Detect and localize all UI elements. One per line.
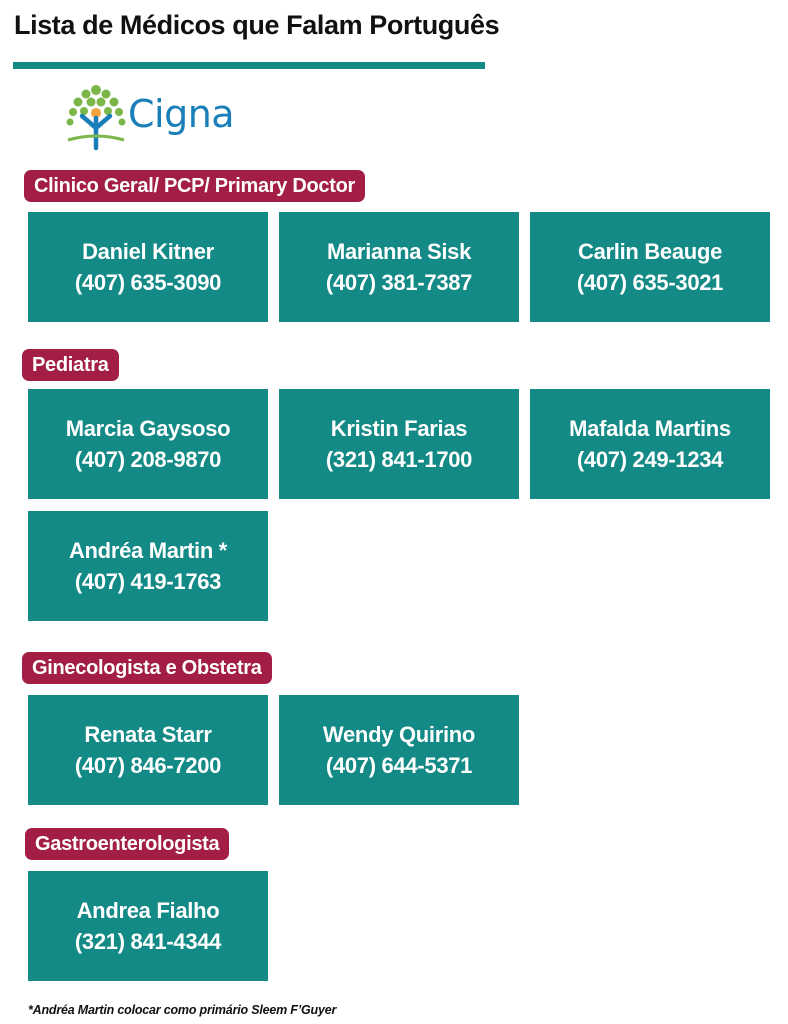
doctor-phone: (407) 846-7200 [74,753,222,778]
doctor-name: Wendy Quirino [322,722,476,747]
doctor-name: Marianna Sisk [326,239,472,264]
doctor-card [28,871,268,981]
section-heading: Pediatra [22,349,119,381]
page-title: Lista de Médicos que Falam Português [14,10,500,40]
doctor-phone: (321) 841-4344 [74,929,222,954]
doctor-name: Carlin Beauge [577,239,723,264]
doctor-card [279,389,519,499]
doctor-card [28,212,268,322]
doctor-phone: (321) 841-1700 [325,447,473,472]
doctor-card [530,389,770,499]
doctor-card [279,695,519,805]
doctor-phone: (407) 419-1763 [74,569,222,594]
title-underline [13,62,485,69]
doctor-phone: (407) 208-9870 [74,447,222,472]
doctor-card [28,511,268,621]
doctor-phone: (407) 635-3090 [74,270,222,295]
doctor-phone: (407) 249-1234 [576,447,724,472]
doctor-phone: (407) 644-5371 [325,753,473,778]
doctor-card [530,212,770,322]
doctor-name: Andréa Martin * [68,538,228,563]
doctor-name: Renata Starr [84,722,212,747]
doctor-card [28,695,268,805]
doctor-name: Andrea Fialho [76,898,220,923]
doctor-card [279,212,519,322]
doctor-name: Marcia Gaysoso [65,416,231,441]
section-heading: Gastroenterologista [25,828,229,860]
section-heading: Clinico Geral/ PCP/ Primary Doctor [24,170,365,202]
doctor-name: Daniel Kitner [82,239,214,264]
doctor-phone: (407) 381-7387 [325,270,473,295]
doctor-name: Mafalda Martins [569,416,731,441]
footnote: *Andréa Martin colocar como primário Sleem F’Guyer [28,1003,337,1017]
doctor-card [28,389,268,499]
section-heading: Ginecologista e Obstetra [22,652,272,684]
doctor-name: Kristin Farias [330,416,468,441]
cigna-logo-text: Cigna [128,92,235,136]
doctor-phone: (407) 635-3021 [576,270,724,295]
